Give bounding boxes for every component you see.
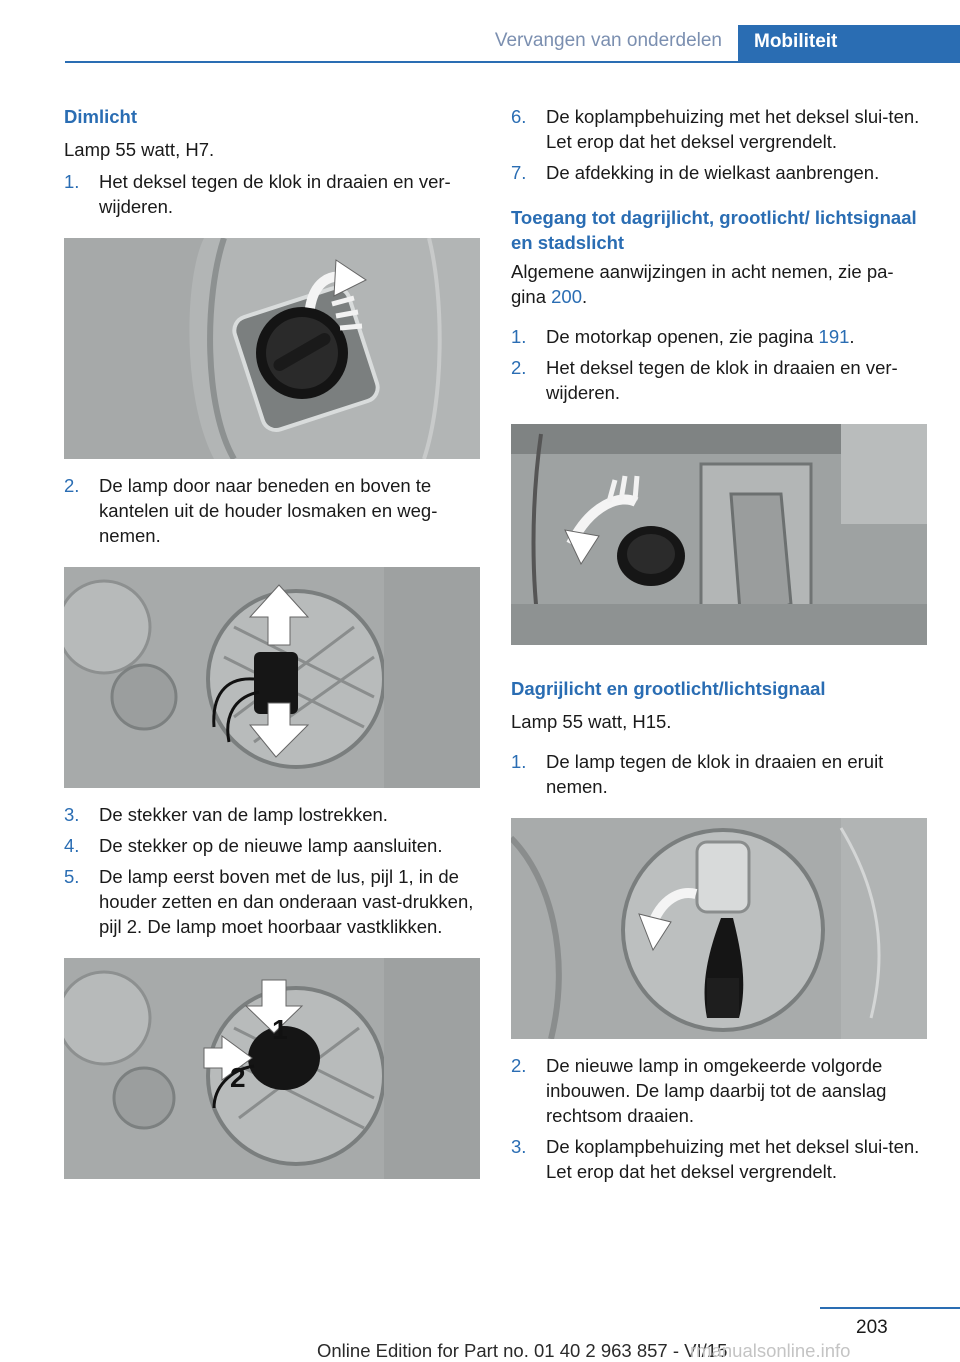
step-item <box>511 1134 927 1184</box>
arrow-label-2: 2 <box>230 1062 246 1093</box>
step-text-end: . <box>849 326 855 347</box>
illustration-svg <box>511 424 927 645</box>
illustration-cover-removal <box>64 238 480 459</box>
lamp-spec: Lamp 55 watt, H15. <box>511 711 672 732</box>
steps-list <box>64 169 480 219</box>
step-number: 3. <box>511 1136 527 1157</box>
step-number: 4. <box>64 835 80 856</box>
footer-rule <box>820 1307 960 1309</box>
arrow-label-1: 1 <box>272 1014 288 1045</box>
step-number: 1. <box>64 171 80 192</box>
watermark-text: rmanualsonline.info <box>690 1340 851 1361</box>
steps-list <box>511 1053 927 1184</box>
general-notes-end: . <box>582 286 588 307</box>
step-text: De koplampbehuizing met het deksel slui‐ten. Let erop dat het deksel vergrendelt. <box>546 106 920 152</box>
illustration-svg <box>64 238 480 459</box>
step-text: Het deksel tegen de klok in draaien en ver‐wijderen. <box>99 171 451 217</box>
step-text: De afdekking in de wielkast aanbrengen. <box>546 162 880 183</box>
step-item <box>511 160 927 185</box>
section-title-dimlicht: Dimlicht <box>64 106 137 127</box>
step-text: De lamp tegen de klok in draaien en eruit nemen. <box>546 751 884 797</box>
step-item <box>511 324 927 349</box>
section-title-access: Toegang tot dagrijlicht, grootlicht/ lichtsignaal en stadslicht <box>511 207 917 253</box>
header-rule <box>65 61 960 63</box>
step-item <box>511 104 927 154</box>
page-link-200[interactable]: 200 <box>551 286 582 307</box>
step-item <box>64 802 480 827</box>
page-number: 203 <box>856 1317 888 1338</box>
page-link-191[interactable]: 191 <box>818 326 850 347</box>
step-number: 1. <box>511 326 527 347</box>
step-item <box>64 833 480 858</box>
illustration-engine-bay-cover <box>511 424 927 645</box>
step-number: 2. <box>511 357 527 378</box>
general-notes <box>511 259 927 309</box>
illustration-bulb-tilt <box>64 567 480 788</box>
step-text: De lamp eerst boven met de lus, pijl 1, in de houder zetten en dan onderaan vast‐drukken, pijl 2. De lamp moet hoorbaar vastklikken. <box>99 866 474 937</box>
steps-list <box>511 324 927 405</box>
step-number: 5. <box>64 866 80 887</box>
illustration-h15-bulb <box>511 818 927 1039</box>
step-number: 3. <box>64 804 80 825</box>
step-text: De stekker op de nieuwe lamp aansluiten. <box>99 835 443 856</box>
step-text: De stekker van de lamp lostrekken. <box>99 804 388 825</box>
edition-text: Online Edition for Part no. 01 40 2 963 857 - VI/15 <box>317 1340 728 1361</box>
header-chapter-tab: Mobiliteit <box>738 25 960 62</box>
steps-list <box>511 749 927 799</box>
steps-list <box>511 104 927 185</box>
step-number: 2. <box>511 1055 527 1076</box>
general-notes-text: Algemene aanwijzingen in acht nemen, zie pa‐gina <box>511 261 894 307</box>
header-section-title: Vervangen van onderdelen <box>494 30 722 51</box>
page-header <box>0 0 960 62</box>
step-item <box>511 1053 927 1128</box>
step-text: De nieuwe lamp in omgekeerde volgorde inbouwen. De lamp daarbij tot de aanslag rechtsom draaien. <box>546 1055 887 1126</box>
step-text: De lamp door naar beneden en boven te kantelen uit de houder losmaken en weg‐nemen. <box>99 475 438 546</box>
step-item <box>511 749 927 799</box>
illustration-bulb-insert <box>64 958 480 1179</box>
right-column <box>511 104 927 1184</box>
illustration-svg <box>64 958 480 1179</box>
step-number: 2. <box>64 475 80 496</box>
steps-list <box>64 802 480 939</box>
step-number: 6. <box>511 106 527 127</box>
step-item <box>511 355 927 405</box>
steps-list <box>64 473 480 548</box>
step-number: 7. <box>511 162 527 183</box>
lamp-spec: Lamp 55 watt, H7. <box>64 139 215 160</box>
section-title-dagrijlicht: Dagrijlicht en grootlicht/lichtsignaal <box>511 678 826 699</box>
step-text: Het deksel tegen de klok in draaien en ver‐wijderen. <box>546 357 898 403</box>
illustration-svg <box>64 567 480 788</box>
step-item <box>64 473 480 548</box>
step-text: De koplampbehuizing met het deksel slui‐ten. Let erop dat het deksel vergrendelt. <box>546 1136 920 1182</box>
step-item <box>64 169 480 219</box>
step-number: 1. <box>511 751 527 772</box>
step-text: De motorkap openen, zie pagina <box>546 326 819 347</box>
step-item <box>64 864 480 939</box>
illustration-svg <box>511 818 927 1039</box>
